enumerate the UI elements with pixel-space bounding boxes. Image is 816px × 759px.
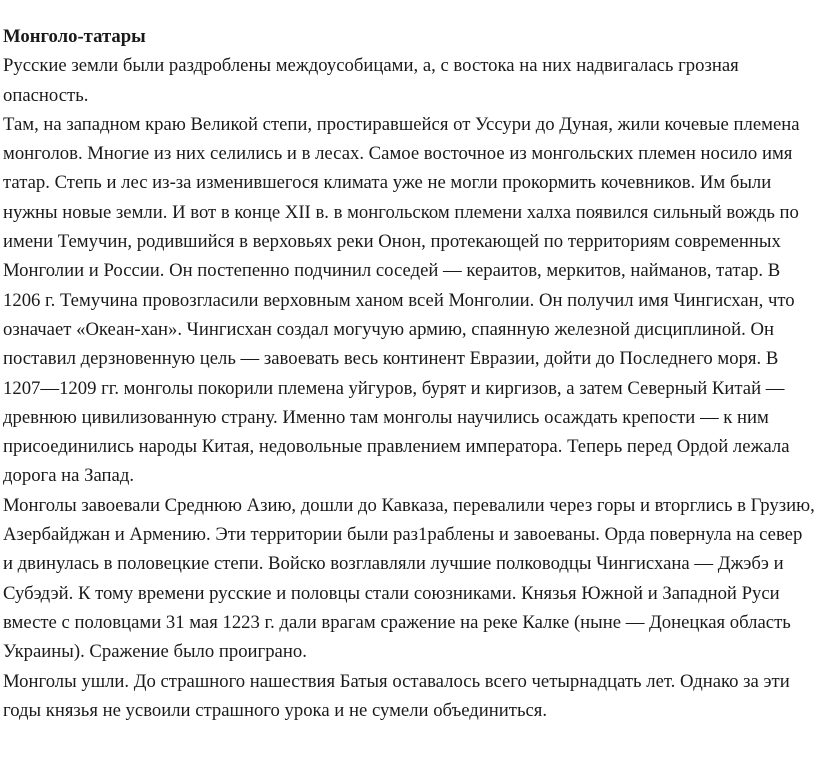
paragraph: Там, на западном краю Великой степи, простиравшейся от Уссури до Дуная, жили кочевые племена монголов. Многие из них селились и в лесах. Самое восточное из монгольских племен носило имя татар. Степь и лес из-за изменившегося климата уже не могли прокормить кочевников. Им были нужны новые земли. И вот в конце XII в. в монгольском племени халха появился сильный вождь по имени Темучин, родившийся в верховьях реки Онон, протекающей по территориям современных Монголии и России. Он постепенно подчинил соседей — кераитов, меркитов, найманов, татар. В 1206 г. Темучина провозгласили верховным ханом всей Монголии. Он получил имя Чингисхан, что означает «Океан-хан». Чингисхан создал могучую армию, спаянную железной дисциплиной. Он поставил дерзновенную цель — завоевать весь континент Евразии, дойти до Последнего моря. В 1207—1209 гг. монголы покорили племена уйгуров, бурят и киргизов, а затем Северный Китай — древнюю цивилизованную страну. Именно там монголы научились осаждать крепости — к ним присоединились народы Китая, недовольные правлением императора. Теперь перед Ордой лежала дорога на Запад. xyxy=(3,113,800,487)
paragraph: Монголы ушли. До страшного нашествия Батыя оставалось всего четырнадцать лет. Однако за эти годы князья не усвоили страшного урока и не сумели объединиться. xyxy=(3,670,790,721)
paragraph: Монголы завоевали Среднюю Азию, дошли до Кавказа, перевалили через горы и вторглись в Грузию, Азербайджан и Армению. Эти территории были раз1раблены и завоеваны. Орда повернула на север и двинулась в половецкие степи. Войско возглавляли лучшие полководцы Чингисхана — Джэбэ и Субэдэй. К тому времени русские и половцы стали союзниками. Князья Южной и Западной Руси вместе с половцами 31 мая 1223 г. дали врагам сражение на реке Калке (ныне — Донецкая область Украины). Сражение было проиграно. xyxy=(3,494,815,663)
paragraph: Русские земли были раздроблены междоусобицами, а, с востока на них надвигалась грозная опасность. xyxy=(3,55,739,106)
document-title: Монголо-татары xyxy=(3,26,146,47)
